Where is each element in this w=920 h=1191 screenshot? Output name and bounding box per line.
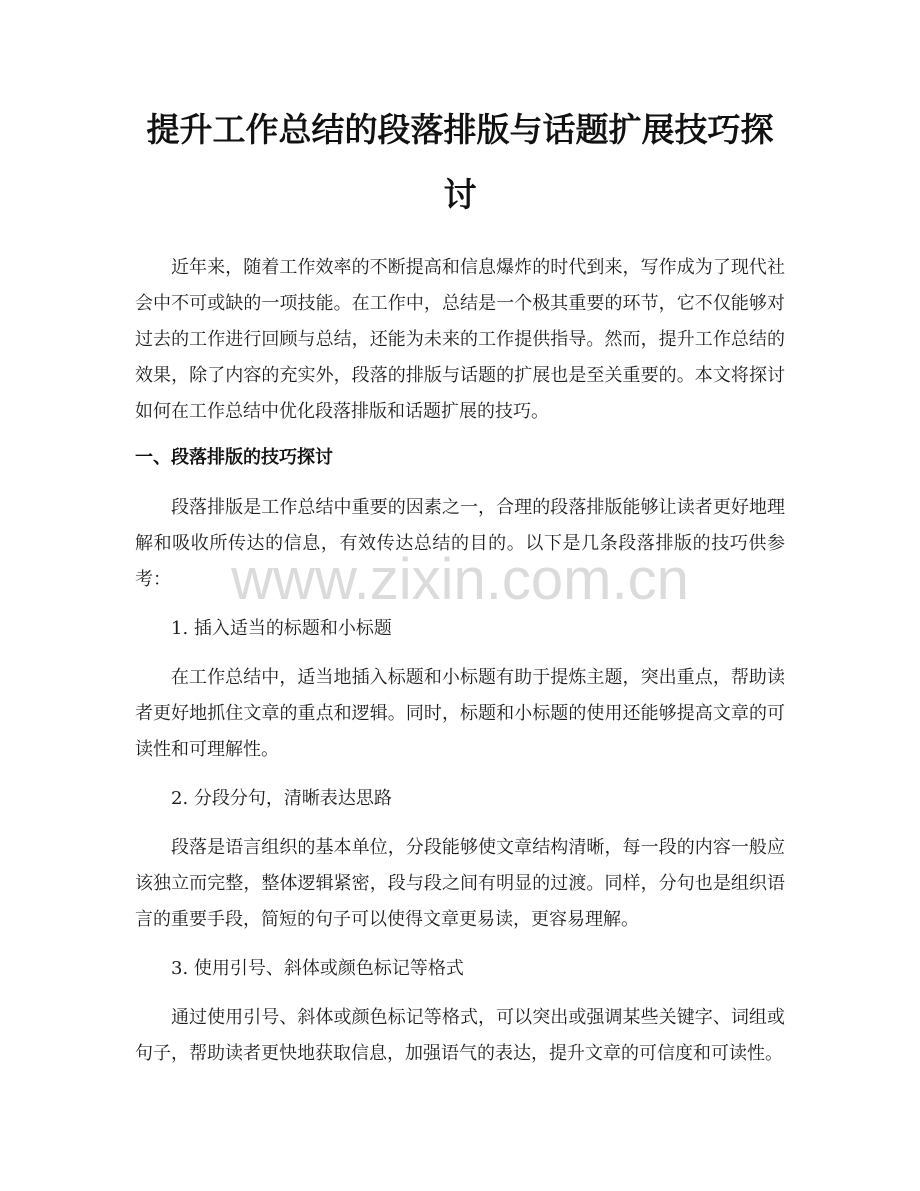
- item-body-1: 在工作总结中，适当地插入标题和小标题有助于提炼主题，突出重点，帮助读者更好地抓住文章的重点和逻辑。同时，标题和小标题的使用还能够提高文章的可读性和可理解性。: [135, 667, 785, 760]
- item-heading-3: 3. 使用引号、斜体或颜色标记等格式: [171, 958, 464, 979]
- document-body: [135, 97, 785, 1072]
- watermark: www.zixin.com.cn: [231, 547, 689, 612]
- intro-paragraph: 近年来，随着工作效率的不断提高和信息爆炸的时代到来，写作成为了现代社会中不可或缺的一项技能。在工作中，总结是一个极其重要的环节，它不仅能够对过去的工作进行回顾与总结，还能为未来的工作提供指导。然而，提升工作总结的效果，除了内容的充实外，段落的排版与话题的扩展也是至关重要的。本文将探讨如何在工作总结中优化段落排版和话题扩展的技巧。: [135, 257, 785, 422]
- item-body-2: 段落是语言组织的基本单位，分段能够使文章结构清晰，每一段的内容一般应该独立而完整，整体逻辑紧密，段与段之间有明显的过渡。同样，分句也是组织语言的重要手段，简短的句子可以使得文章更易读，更容易理解。: [135, 837, 785, 930]
- section-heading: 一、段落排版的技巧探讨: [135, 447, 333, 468]
- document-title: 提升工作总结的段落排版与话题扩展技巧探讨: [146, 110, 774, 214]
- item-heading-2: 2. 分段分句，清晰表达思路: [171, 788, 392, 809]
- section-lead-paragraph: 段落排版是工作总结中重要的因素之一，合理的段落排版能够让读者更好地理解和吸收所传达的信息，有效传达总结的目的。以下是几条段落排版的技巧供参考：: [135, 497, 785, 590]
- item-heading-1: 1. 插入适当的标题和小标题: [171, 618, 392, 639]
- item-body-3: 通过使用引号、斜体或颜色标记等格式，可以突出或强调某些关键字、词组或句子，帮助读者更快地获取信息，加强语气的表达，提升文章的可信度和可读性。: [135, 1007, 785, 1064]
